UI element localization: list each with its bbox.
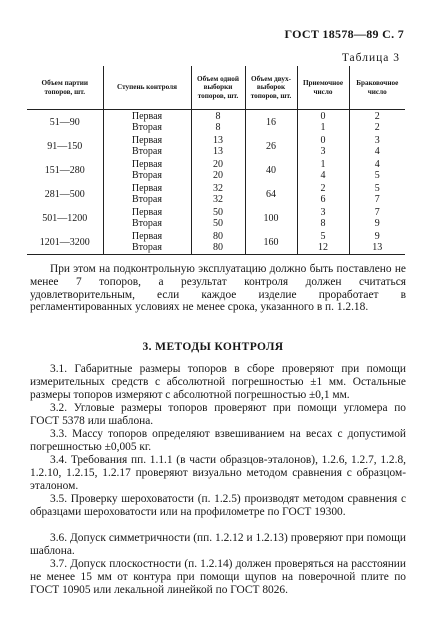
rejection-number-cell [349, 134, 405, 158]
acceptance-number-cell [297, 230, 349, 255]
lot-size-cell [27, 134, 103, 158]
rejection-number-cell [349, 158, 405, 182]
control-stage-cell [103, 206, 191, 230]
acceptance-number-cell [297, 206, 349, 230]
clause-3-7: 3.7. Допуск плоскостности (п. 1.2.14) должен проверяться на расстоянии не менее 15 мм от контура при помощи щупов на поверочной плите по ГОСТ 10905 или лекальной линейкой по ГОСТ 8026. [30, 558, 406, 596]
lot-size-cell [27, 206, 103, 230]
single-sample-cell-value: 8 [215, 111, 221, 122]
control-stage-cell [103, 182, 191, 206]
rejection-number-cell-value: 9 [374, 231, 380, 242]
double-sample-cell [245, 230, 297, 255]
lot-size-cell [27, 110, 103, 135]
control-stage-cell-value: Первая [131, 207, 163, 218]
rejection-number-cell-value: 7 [374, 194, 380, 205]
control-stage-cell-value: Вторая [132, 170, 162, 181]
acceptance-number-cell-value: 3 [320, 146, 326, 157]
rejection-number-cell [349, 206, 405, 230]
acceptance-number-cell [297, 134, 349, 158]
intro-paragraph: При этом на подконтрольную эксплуатацию должно быть поставлено не менее 7 топоров, а результат контроля должен считаться удовлетворительным, если каждое изделие проработает в регламентированных условиях не менее срока, указанного в п. 1.2.18. [30, 263, 406, 314]
column-header-control-stage: Ступень контроля [103, 66, 191, 110]
control-stage-cell-value: Первая [131, 183, 163, 194]
column-header-single-sample: Объем одной выборки топоров, шт. [191, 66, 245, 110]
column-header-rejection-number: Браковочное число [349, 66, 405, 110]
double-sample-cell-value: 160 [263, 236, 279, 248]
acceptance-number-cell-value: 0 [320, 111, 326, 122]
rejection-number-cell-value: 13 [372, 242, 383, 253]
single-sample-cell [191, 158, 245, 182]
single-sample-cell [191, 230, 245, 255]
control-stage-cell-value: Вторая [132, 218, 162, 229]
single-sample-cell-value: 20 [213, 159, 223, 170]
control-stage-cell-value: Вторая [132, 122, 162, 133]
table-row [27, 158, 405, 182]
rejection-number-cell [349, 230, 405, 255]
lot-size-cell-value: 91—150 [47, 140, 83, 152]
table-row [27, 182, 405, 206]
lot-size-cell [27, 158, 103, 182]
clause-3-3: 3.3. Массу топоров определяют взвешиванием на весах с допустимой погрешностью ±0,005 кг. [30, 428, 406, 453]
lot-size-cell-value: 151—280 [44, 164, 85, 176]
acceptance-number-cell-value: 1 [320, 122, 326, 133]
lot-size-cell-value: 281—500 [44, 188, 85, 200]
table-row [27, 110, 405, 135]
acceptance-number-cell-value: 12 [318, 242, 328, 253]
double-sample-cell-value: 16 [266, 116, 276, 128]
acceptance-number-cell-value: 8 [320, 218, 326, 229]
double-sample-cell [245, 110, 297, 135]
single-sample-cell [191, 182, 245, 206]
rejection-number-cell-value: 5 [374, 183, 380, 194]
double-sample-cell-value: 64 [266, 188, 276, 200]
table-body [27, 110, 405, 255]
single-sample-cell-value: 80 [213, 231, 223, 242]
double-sample-cell [245, 206, 297, 230]
acceptance-number-cell-value: 1 [320, 159, 326, 170]
acceptance-number-cell-value: 5 [320, 231, 326, 242]
single-sample-cell-value: 13 [213, 135, 223, 146]
acceptance-number-cell-value: 6 [320, 194, 326, 205]
lot-size-cell-value: 501—1200 [42, 212, 88, 224]
table-row [27, 134, 405, 158]
rejection-number-cell-value: 2 [374, 122, 380, 133]
double-sample-cell-value: 100 [263, 212, 279, 224]
double-sample-cell [245, 158, 297, 182]
control-stage-cell [103, 134, 191, 158]
acceptance-number-cell-value: 0 [320, 135, 326, 146]
control-stage-cell-value: Первая [131, 135, 163, 146]
rejection-number-cell-value: 4 [374, 146, 380, 157]
rejection-number-cell-value: 4 [374, 159, 380, 170]
acceptance-number-cell-value: 2 [320, 183, 326, 194]
lot-size-cell [27, 230, 103, 255]
rejection-number-cell [349, 110, 405, 135]
single-sample-cell-value: 20 [213, 170, 223, 181]
rejection-number-cell-value: 9 [374, 218, 380, 229]
running-header: ГОСТ 18578—89 С. 7 [284, 27, 404, 41]
single-sample-cell-value: 13 [213, 146, 223, 157]
table-caption: Таблица 3 [341, 52, 400, 64]
section-heading: 3. МЕТОДЫ КОНТРОЛЯ [142, 341, 284, 353]
clause-3-1: 3.1. Габаритные размеры топоров в сборе проверяют при помощи измерительных средств с абсолютной погрешностью ±1 мм. Остальные размеры топоров измеряют с абсолютной погрешностью ±0,1 мм. [30, 363, 406, 401]
lot-size-cell-value: 1201—3200 [39, 236, 90, 248]
rejection-number-cell-value: 7 [374, 207, 380, 218]
acceptance-number-cell-value: 4 [320, 170, 326, 181]
control-stage-cell [103, 158, 191, 182]
single-sample-cell [191, 206, 245, 230]
single-sample-cell [191, 110, 245, 135]
single-sample-cell-value: 8 [215, 122, 221, 133]
acceptance-number-cell [297, 158, 349, 182]
table-row [27, 206, 405, 230]
rejection-number-cell-value: 5 [374, 170, 380, 181]
double-sample-cell [245, 134, 297, 158]
sampling-table [27, 66, 405, 255]
lot-size-cell [27, 182, 103, 206]
rejection-number-cell-value: 2 [374, 111, 380, 122]
control-stage-cell-value: Вторая [132, 194, 162, 205]
table-row [27, 230, 405, 255]
single-sample-cell [191, 134, 245, 158]
double-sample-cell [245, 182, 297, 206]
column-header-acceptance-number: Приемочное число [297, 66, 349, 110]
clause-3-6: 3.6. Допуск симметричности (пп. 1.2.12 и 1.2.13) проверяют при помощи шаблона. [30, 532, 406, 557]
single-sample-cell-value: 50 [213, 218, 223, 229]
single-sample-cell-value: 80 [213, 242, 223, 253]
control-stage-cell-value: Вторая [132, 146, 162, 157]
double-sample-cell-value: 40 [266, 164, 276, 176]
clause-3-5: 3.5. Проверку шероховатости (п. 1.2.5) производят методом сравнения с образцами шероховатости или на профилометре по ГОСТ 19300. [30, 493, 406, 518]
clause-3-4: 3.4. Требования пп. 1.1.1 (в части образцов-эталонов), 1.2.6, 1.2.7, 1.2.8, 1.2.10, 1.2.15, 1.2.17 проверяют визуально методом сравнения с образцом-эталоном. [30, 454, 406, 492]
control-stage-cell [103, 110, 191, 135]
lot-size-cell-value: 51—90 [49, 116, 80, 128]
control-stage-cell [103, 230, 191, 255]
acceptance-number-cell [297, 182, 349, 206]
control-stage-cell-value: Первая [131, 111, 163, 122]
column-header-double-sample: Объем двух-выборок топоров, шт. [245, 66, 297, 110]
acceptance-number-cell-value: 3 [320, 207, 326, 218]
acceptance-number-cell [297, 110, 349, 135]
rejection-number-cell [349, 182, 405, 206]
table-header-row [27, 66, 405, 110]
single-sample-cell-value: 32 [213, 183, 223, 194]
control-stage-cell-value: Первая [131, 159, 163, 170]
control-stage-cell-value: Вторая [132, 242, 162, 253]
clause-3-2: 3.2. Угловые размеры топоров проверяют при помощи угломера по ГОСТ 5378 или шаблона. [30, 402, 406, 427]
double-sample-cell-value: 26 [266, 140, 276, 152]
single-sample-cell-value: 50 [213, 207, 223, 218]
single-sample-cell-value: 32 [213, 194, 223, 205]
control-stage-cell-value: Первая [131, 231, 163, 242]
rejection-number-cell-value: 3 [374, 135, 380, 146]
column-header-lot-size: Объем партии топоров, шт. [27, 66, 103, 110]
